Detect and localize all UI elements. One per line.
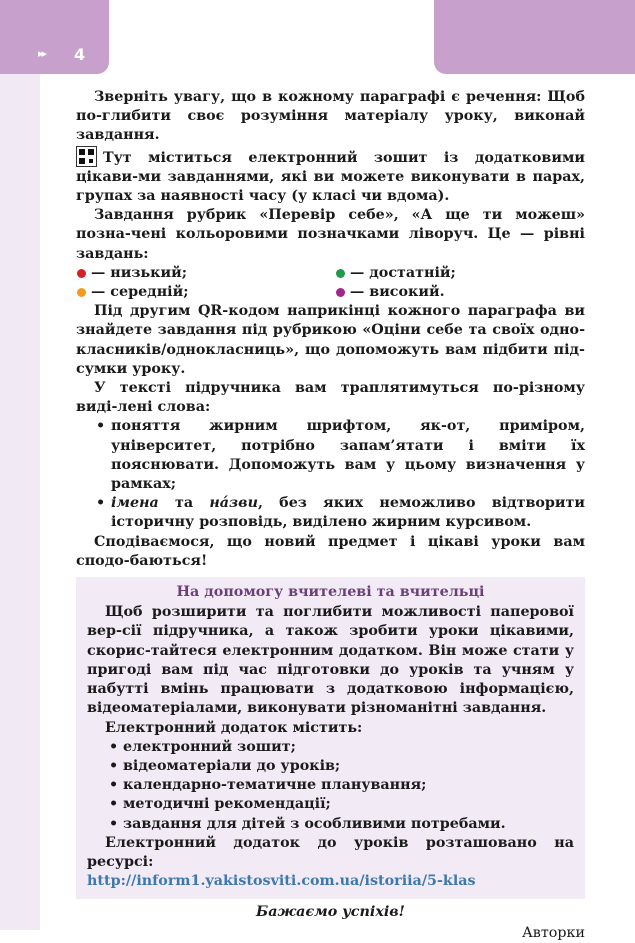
qr-code-icon[interactable] [76, 146, 97, 167]
level-medium: — середній; [76, 283, 335, 302]
intro-paragraph-1: Зверніть увагу, що в кожному параграфі є речення: Щоб по-глибити своє розуміння матеріалу уроку, виконай завдання. [76, 89, 585, 144]
header-tab-right [434, 0, 635, 74]
signature: Авторки [521, 924, 585, 941]
closing-paragraph: Сподіваємося, що новий предмет і цікаві уроки вам сподо-баються! [76, 533, 585, 569]
page-content [76, 88, 585, 943]
level-low: — низький; [76, 264, 335, 283]
highlight-intro: У тексті підручника вам траплятимуться по-різному виді-лені слова: [76, 380, 585, 416]
orange-dot-icon [77, 288, 86, 297]
list-item: • завдання для дітей з особливими потребами. [87, 815, 574, 834]
level-sufficient: — достатній; [335, 264, 585, 283]
left-margin-strip [0, 0, 40, 930]
list-item: • імена та нáзви, без яких неможливо відтворити історичну розповідь, виділено жирним курсивом. [76, 494, 585, 532]
box-title: На допомогу вчителеві та вчительці [176, 584, 485, 601]
level-legend [76, 264, 585, 302]
list-item: • поняття жирним шрифтом, як-от, приміром, університет, потрібно запам’ятати і вміти їх пояснювати. Допоможуть вам у цьому визначення у рамках; [76, 417, 585, 494]
intro-paragraph-qr [76, 146, 585, 207]
box-list [87, 738, 574, 834]
list-item: • календарно-тематичне планування; [87, 776, 574, 795]
qr-rubric-paragraph: Під другим QR-кодом наприкінці кожного параграфа ви знайдете завдання під рубрикою «Оціни себе та своїх одно-класників/однокласниць», що допоможуть вам підбити під-сумки уроку. [76, 303, 586, 377]
header-tab-left [0, 0, 109, 74]
level-high: — високий. [335, 283, 585, 302]
box-resource: Електронний додаток до уроків розташовано на ресурсі: [87, 834, 574, 870]
rubric-name: «Оціни себе та своїх одно-класників/однокласниць» [76, 322, 586, 358]
purple-dot-icon [336, 288, 345, 297]
list-item: • методичні рекомендації; [87, 795, 574, 814]
green-dot-icon [336, 269, 345, 278]
forward-arrows-icon: ▸▸ [38, 47, 46, 60]
wish-text: Бажаємо успіхів! [256, 904, 405, 921]
box-contains: Електронний додаток містить: [105, 719, 363, 736]
list-item: • відеоматеріали до уроків; [87, 757, 574, 776]
red-dot-icon [77, 269, 86, 278]
box-paragraph: Щоб розширити та поглибити можливості паперової вер-сії підручника, а також зробити уроки цікавими, скорис-тайтеся електронним додатком. Він може стати у пригоді вам під час підготовки до уроків та учням у набутті вмінь працювати з додатковою інформацією, відеоматеріалами, виконувати різноманітні завдання. [87, 604, 574, 717]
page-number: 4 [74, 45, 86, 64]
intro-text-2: Тут міститься електронний зошит із додатковими цікави-ми завданнями, які ви можете виконувати в парах, групах за наявності часу (у класі чи вдома). [76, 149, 585, 205]
list-item: • електронний зошит; [87, 738, 574, 757]
resource-link[interactable]: http://inform1.yakistosviti.com.ua/istoriia/5-klas [87, 873, 476, 890]
highlight-list [76, 417, 585, 532]
teacher-help-box [76, 577, 585, 899]
rubrics-paragraph: Завдання рубрик «Перевір себе», «А ще ти можеш» позна-чені кольоровими позначками ліворуч. Це — рівні завдань: [76, 207, 585, 262]
